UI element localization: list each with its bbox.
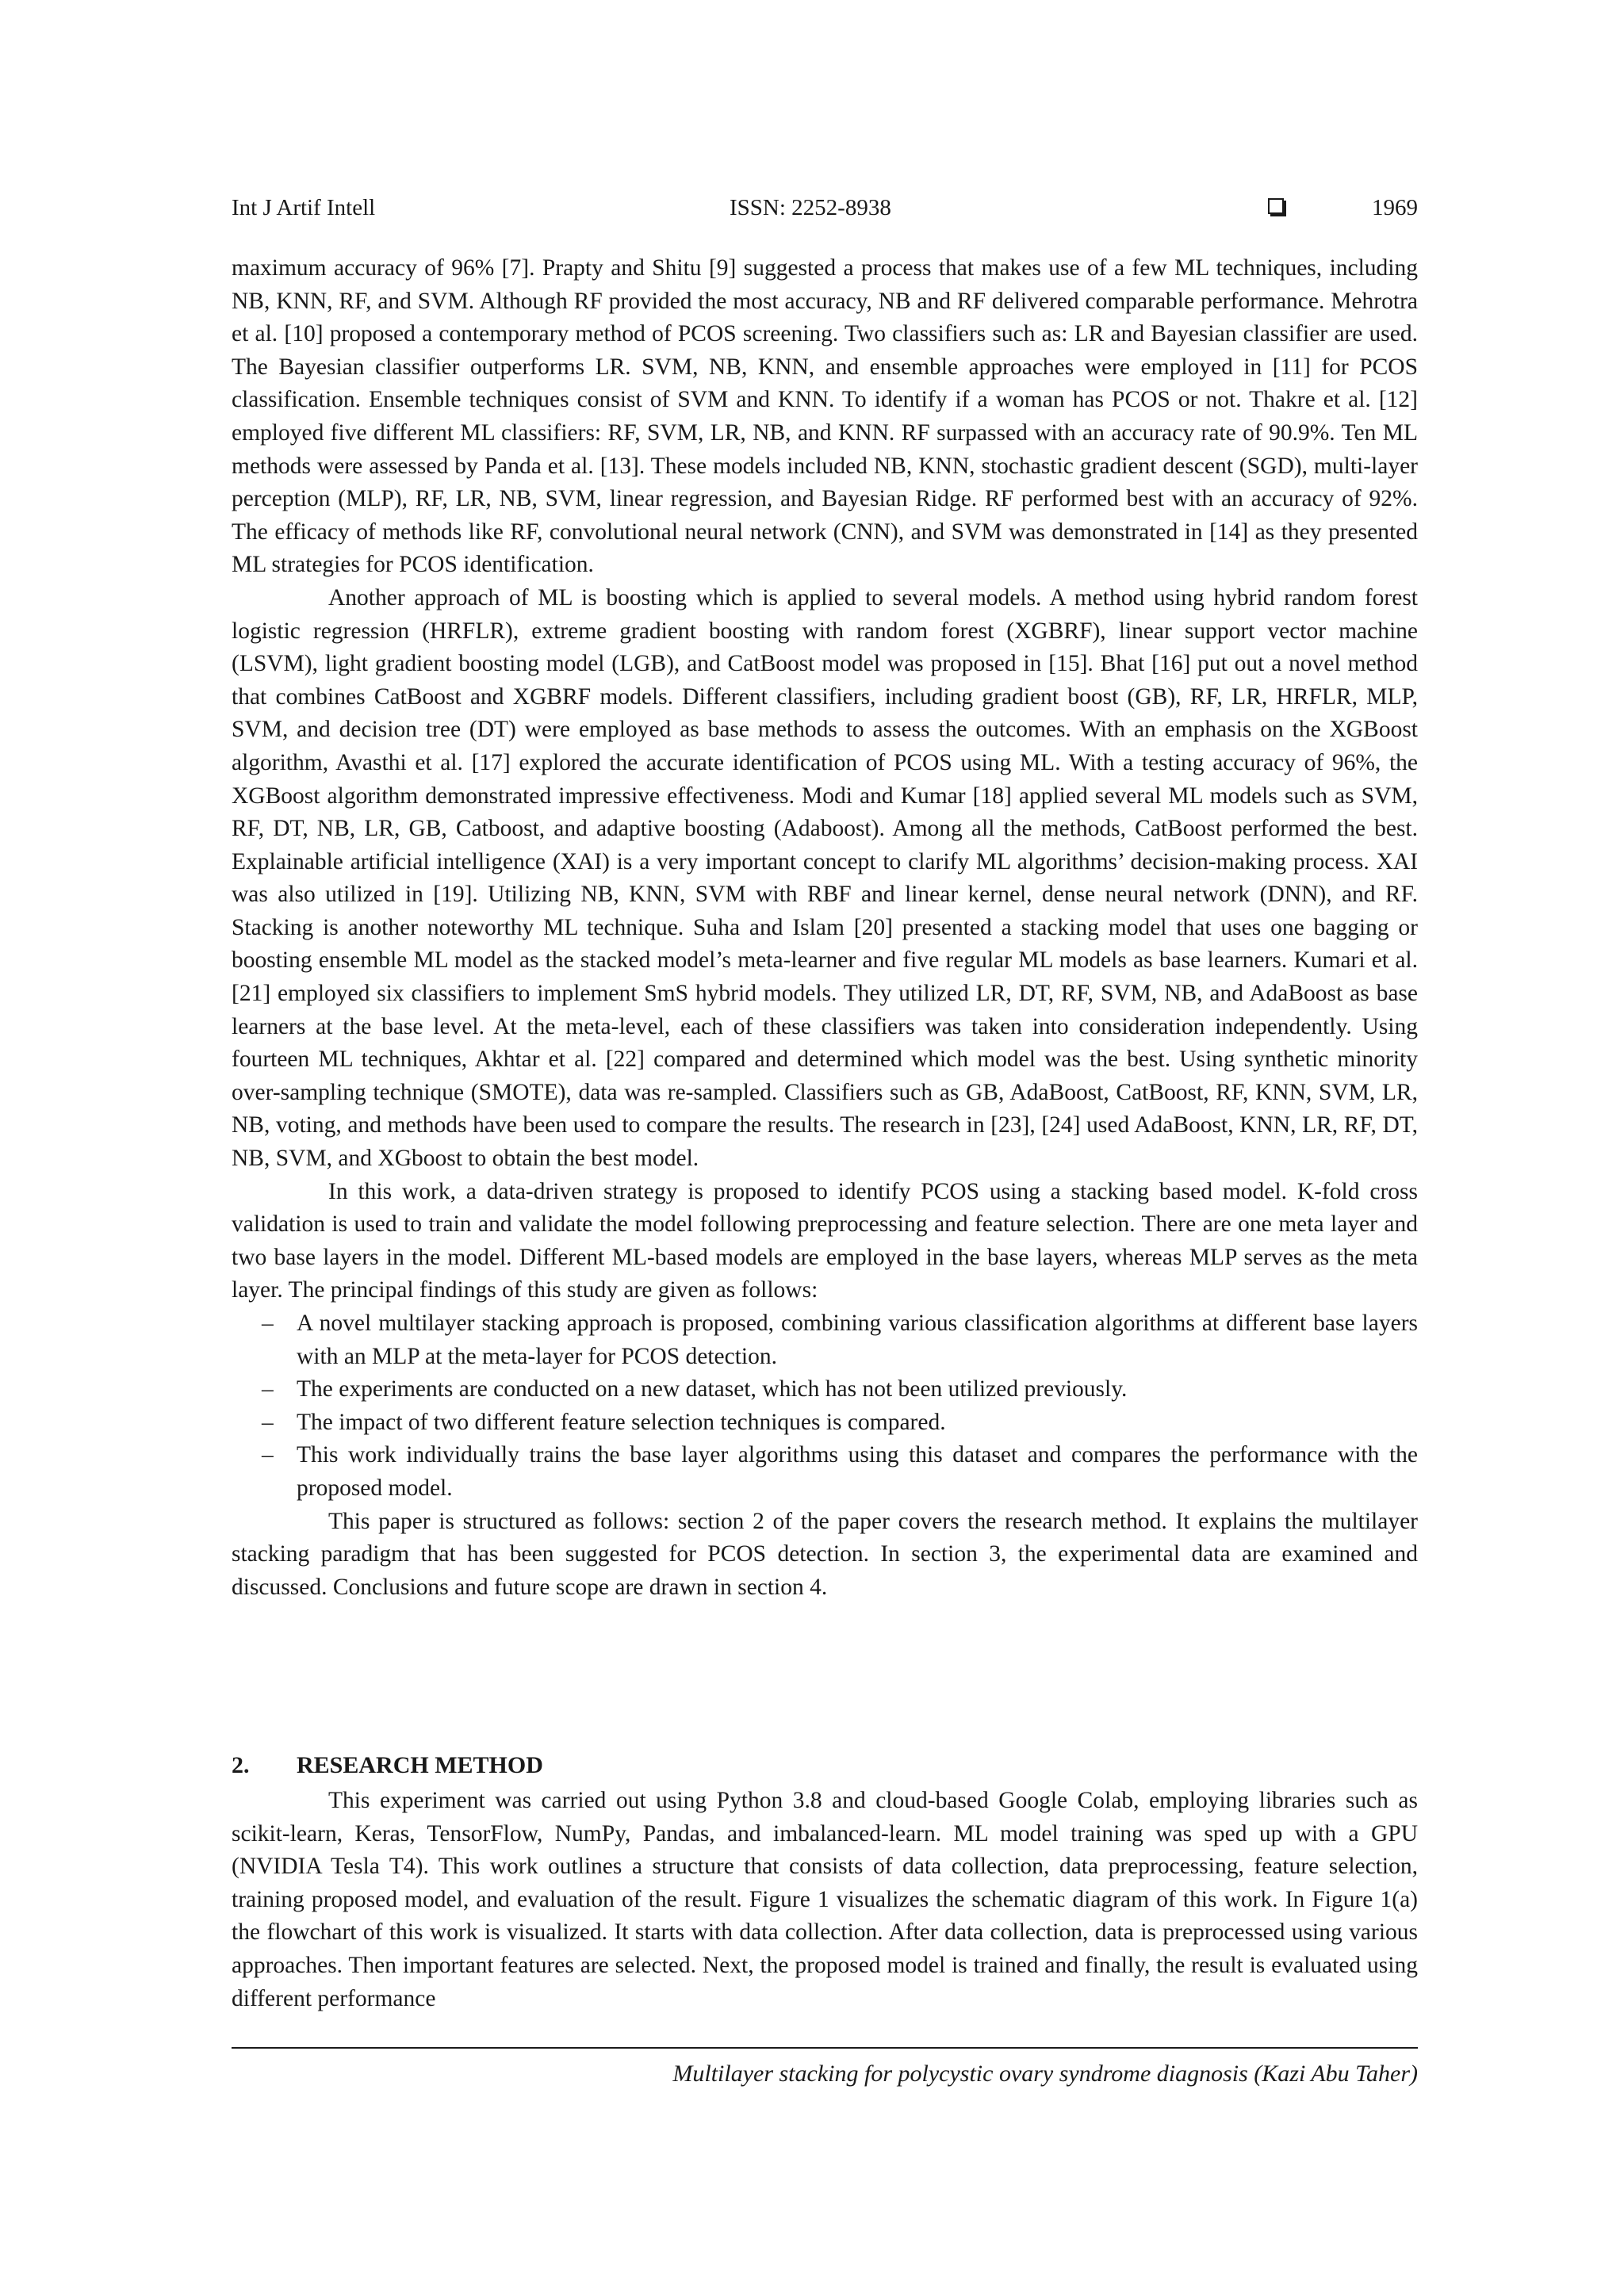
paragraph: maximum accuracy of 96% [7]. Prapty and Shitu [9] suggested a process that makes use of a few ML techniques, including NB, KNN, RF, and SVM. Although RF provided the most accuracy, NB and RF delivered comparable performance. Mehrotra et al. [10] proposed a contemporary method of PCOS screening. Two classifiers such as: LR and Bayesian classifier are used. The Bayesian classifier outperforms LR. SVM, NB, KNN, and ensemble approaches were employed in [11] for PCOS classification. Ensemble techniques consist of SVM and KNN. To identify if a woman has PCOS or not. Thakre et al. [12] employed five different ML classifiers: RF, SVM, LR, NB, and KNN. RF surpassed with an accuracy rate of 90.9%. Ten ML methods were assessed by Panda et al. [13]. These models included NB, KNN, stochastic gradient descent (SGD), multi-layer perception (MLP), RF, LR, NB, SVM, linear regression, and Bayesian Ridge. RF performed best with an accuracy of 92%. The efficacy of methods like RF, convolutional neural network (CNN), and SVM was demonstrated in [14] as they presented ML strategies for PCOS identification.	[232, 255, 1418, 578]
list-item	[232, 1307, 1418, 1373]
body-text	[232, 252, 1418, 1604]
dash-bullet: –	[262, 1409, 274, 1435]
list-item-text: A novel multilayer stacking approach is proposed, combining various classification algorithms at different base layers with an MLP at the meta-layer for PCOS detection.	[297, 1311, 1418, 1369]
dash-bullet: –	[262, 1376, 274, 1402]
paragraph: In this work, a data-driven strategy is proposed to identify PCOS using a stacking based model. K-fold cross validation is used to train and validate the model following preprocessing and feature selection. There are one meta layer and two base layers in the model. Different ML-based models are employed in the base layers, whereas MLP serves as the meta layer. The principal findings of this study are given as follows:	[232, 1178, 1418, 1303]
section-title: RESEARCH METHOD	[297, 1752, 543, 1778]
findings-list	[232, 1307, 1418, 1506]
running-header	[232, 190, 1418, 225]
paragraph: Another approach of ML is boosting which is applied to several models. A method using hybrid random forest logistic regression (HRFLR), extreme gradient boosting with random forest (XGBRF), linear support vector machine (LSVM), light gradient boosting model (LGB), and CatBoost model was proposed in [15]. Bhat [16] put out a novel method that combines CatBoost and XGBRF models. Different classifiers, including gradient boost (GB), RF, LR, HRFLR, MLP, SVM, and decision tree (DT) were employed as base methods to assess the outcomes. With an emphasis on the XGBoost algorithm, Avasthi et al. [17] explored the accurate identification of PCOS using ML. With a testing accuracy of 96%, the XGBoost algorithm demonstrated impressive effectiveness. Modi and Kumar [18] applied several ML models such as SVM, RF, DT, NB, LR, GB, Catboost, and adaptive boosting (Adaboost). Among all the methods, CatBoost performed the best. Explainable artificial intelligence (XAI) is a very important concept to clarify ML algorithms’ decision-making process. XAI was also utilized in [19]. Utilizing NB, KNN, SVM with RBF and linear kernel, dense neural network (DNN), and RF. Stacking is another noteworthy ML technique. Suha and Islam [20] presented a stacking model that uses one bagging or boosting ensemble ML model as the stacked model’s meta-learner and five regular ML models as base learners. Kumari et al. [21] employed six classifiers to implement SmS hybrid models. They utilized LR, DT, RF, SVM, NB, and AdaBoost as base learners at the base level. At the meta-level, each of these classifiers was taken into consideration independently. Using fourteen ML techniques, Akhtar et al. [22] compared and determined which model was the best. Using synthetic minority over-sampling technique (SMOTE), data was re-sampled. Classifiers such as GB, AdaBoost, CatBoost, RF, KNN, SVM, LR, NB, voting, and methods have been used to compare the results. The research in [23], [24] used AdaBoost, KNN, LR, RF, DT, NB, SVM, and XGboost to obtain the best model.	[232, 584, 1418, 1172]
issn: ISSN: 2252-8938	[730, 195, 891, 220]
section-heading	[232, 1748, 1418, 1783]
page-number: 1969	[1372, 195, 1418, 220]
footer-rule	[232, 2047, 1418, 2049]
paragraph: This paper is structured as follows: section 2 of the paper covers the research method. It explains the multilayer stacking paradigm that has been suggested for PCOS detection. In section 3, the experimental data are examined and discussed. Conclusions and future scope are drawn in section 4.	[232, 1508, 1418, 1600]
running-footer: Multilayer stacking for polycystic ovary syndrome diagnosis (Kazi Abu Taher)	[672, 2061, 1418, 2087]
list-item-text: This work individually trains the base layer algorithms using this dataset and compares the performance with the proposed model.	[297, 1442, 1418, 1501]
list-item	[232, 1439, 1418, 1505]
list-item	[232, 1406, 1418, 1440]
list-item	[232, 1373, 1418, 1406]
section-body	[232, 1785, 1418, 2015]
section-number: 2.	[232, 1752, 250, 1778]
paragraph: This experiment was carried out using Python 3.8 and cloud-based Google Colab, employing libraries such as scikit-learn, Keras, TensorFlow, NumPy, Pandas, and imbalanced-learn. ML model training was sped up with a GPU (NVIDIA Tesla T4). This work outlines a structure that consists of data collection, data preprocessing, feature selection, training proposed model, and evaluation of the result. Figure 1 visualizes the schematic diagram of this work. In Figure 1(a) the flowchart of this work is visualized. It starts with data collection. After data collection, data is preprocessed using various approaches. Then important features are selected. Next, the proposed model is trained and finally, the result is evaluated using different performance	[232, 1788, 1418, 2011]
dash-bullet: –	[262, 1442, 274, 1468]
journal-name: Int J Artif Intell	[232, 195, 376, 220]
list-item-text: The experiments are conducted on a new dataset, which has not been utilized previously.	[297, 1376, 1128, 1402]
dash-bullet: –	[262, 1311, 274, 1336]
list-item-text: The impact of two different feature selection techniques is compared.	[297, 1409, 946, 1435]
square-icon	[1268, 198, 1284, 214]
